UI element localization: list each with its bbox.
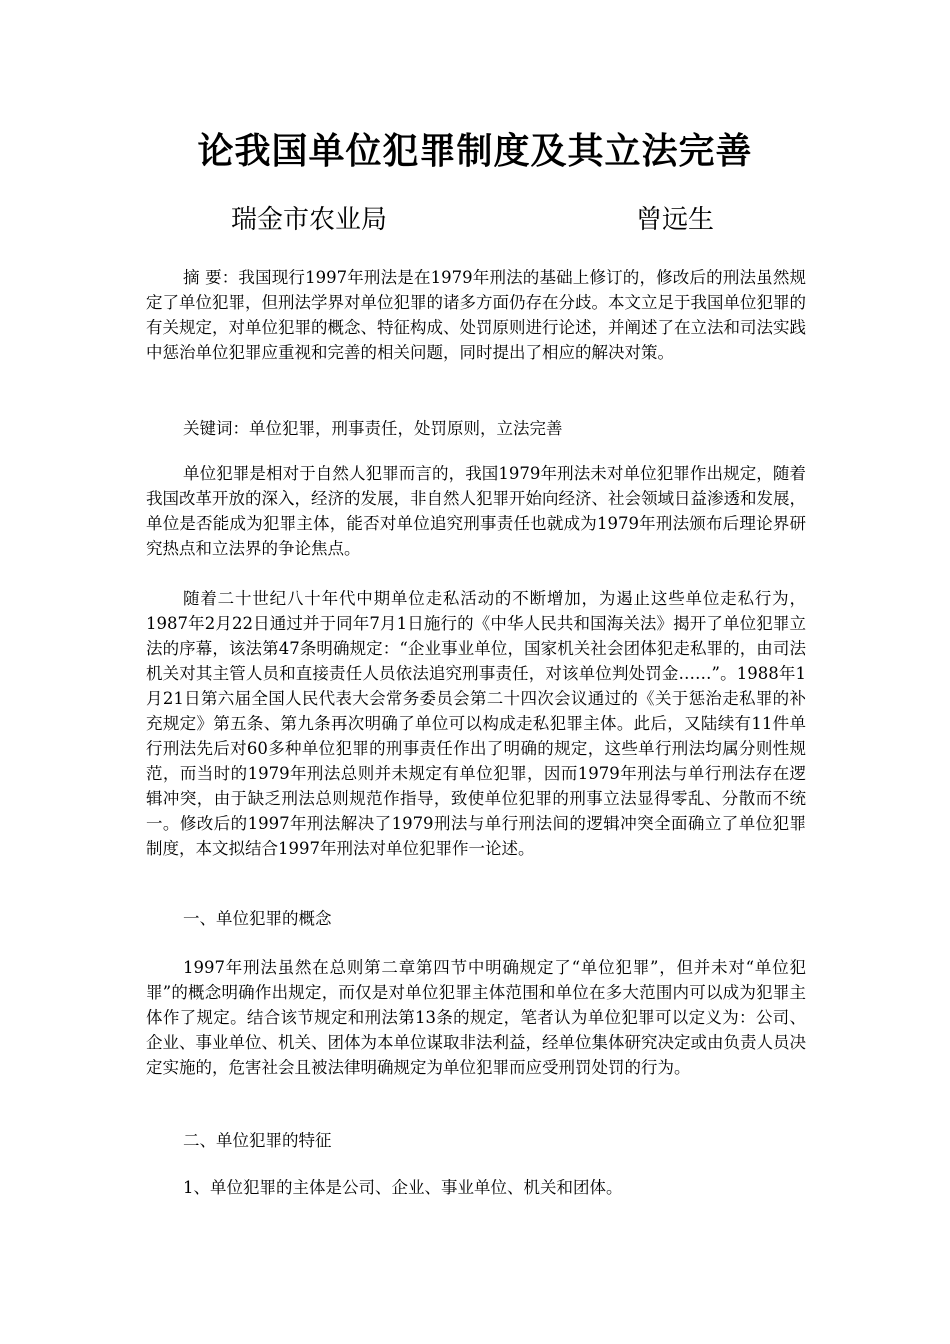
- author-organization: 瑞金市农业局: [231, 205, 388, 235]
- list-item-1: 1、单位犯罪的主体是公司、企业、事业单位、机关和团体。: [183, 1178, 623, 1197]
- author-line: [0, 198, 950, 242]
- keywords-paragraph: 关键词：单位犯罪，刑事责任，处罚原则，立法完善: [183, 419, 563, 438]
- body-paragraph-2: 随着二十世纪八十年代中期单位走私活动的不断增加，为遏止这些单位走私行为，1987年2月22日通过并于同年7月1日施行的《中华人民共和国海关法》揭开了单位犯罪立法的序幕，该法第47条明确规定：“企业事业单位，国家机关社会团体犯走私罪的，由司法机关对其主管人员和直接责任人员依法追究刑事责任，对该单位判处罚金……”。1988年1月21日第六届全国人民代表大会常务委员会第二十四次会议通过的《关于惩治走私罪的补充规定》第五条、第九条再次明确了单位可以构成走私犯罪主体。此后，又陆续有11件单行刑法先后对60多种单位犯罪的刑事责任作出了明确的规定，这些单行刑法均属分则性规范，而当时的1979年刑法总则并未规定有单位犯罪，因而1979年刑法与单行刑法存在逻辑冲突，由于缺乏刑法总则规范作指导，致使单位犯罪的刑事立法显得零乱、分散而不统一。修改后的1997年刑法解决了1979刑法与单行刑法间的逻辑冲突全面确立了单位犯罪制度，本文拟结合1997年刑法对单位犯罪作一论述。: [146, 589, 806, 858]
- abstract-paragraph: 摘 要：我国现行1997年刑法是在1979年刑法的基础上修订的，修改后的刑法虽然规定了单位犯罪，但刑法学界对单位犯罪的诸多方面仍存在分歧。本文立足于我国单位犯罪的有关规定，对单位犯罪的概念、特征构成、处罚原则进行论述，并阐述了在立法和司法实践中惩治单位犯罪应重视和完善的相关问题，同时提出了相应的解决对策。: [146, 268, 806, 362]
- body-paragraph-1: 单位犯罪是相对于自然人犯罪而言的，我国1979年刑法未对单位犯罪作出规定，随着我国改革开放的深入，经济的发展，非自然人犯罪开始向经济、社会领域日益渗透和发展，单位是否能成为犯罪主体，能否对单位追究刑事责任也就成为1979年刑法颁布后理论界研究热点和立法界的争论焦点。: [146, 464, 806, 558]
- document-title: 论我国单位犯罪制度及其立法完善: [197, 130, 753, 172]
- body-paragraph-3: 1997年刑法虽然在总则第二章第四节中明确规定了“单位犯罪”，但并未对“单位犯罪”的概念明确作出规定，而仅是对单位犯罪主体范围和单位在多大范围内可以成为犯罪主体作了规定。结合该节规定和刑法第13条的规定，笔者认为单位犯罪可以定义为：公司、企业、事业单位、机关、团体为本单位谋取非法利益，经单位集体研究决定或由负责人员决定实施的，危害社会且被法律明确规定为单位犯罪而应受刑罚处罚的行为。: [146, 958, 806, 1077]
- section-heading-2: 二、单位犯罪的特征: [183, 1131, 332, 1150]
- section-heading-1: 一、单位犯罪的概念: [183, 909, 332, 928]
- author-name: 曾远生: [636, 205, 715, 235]
